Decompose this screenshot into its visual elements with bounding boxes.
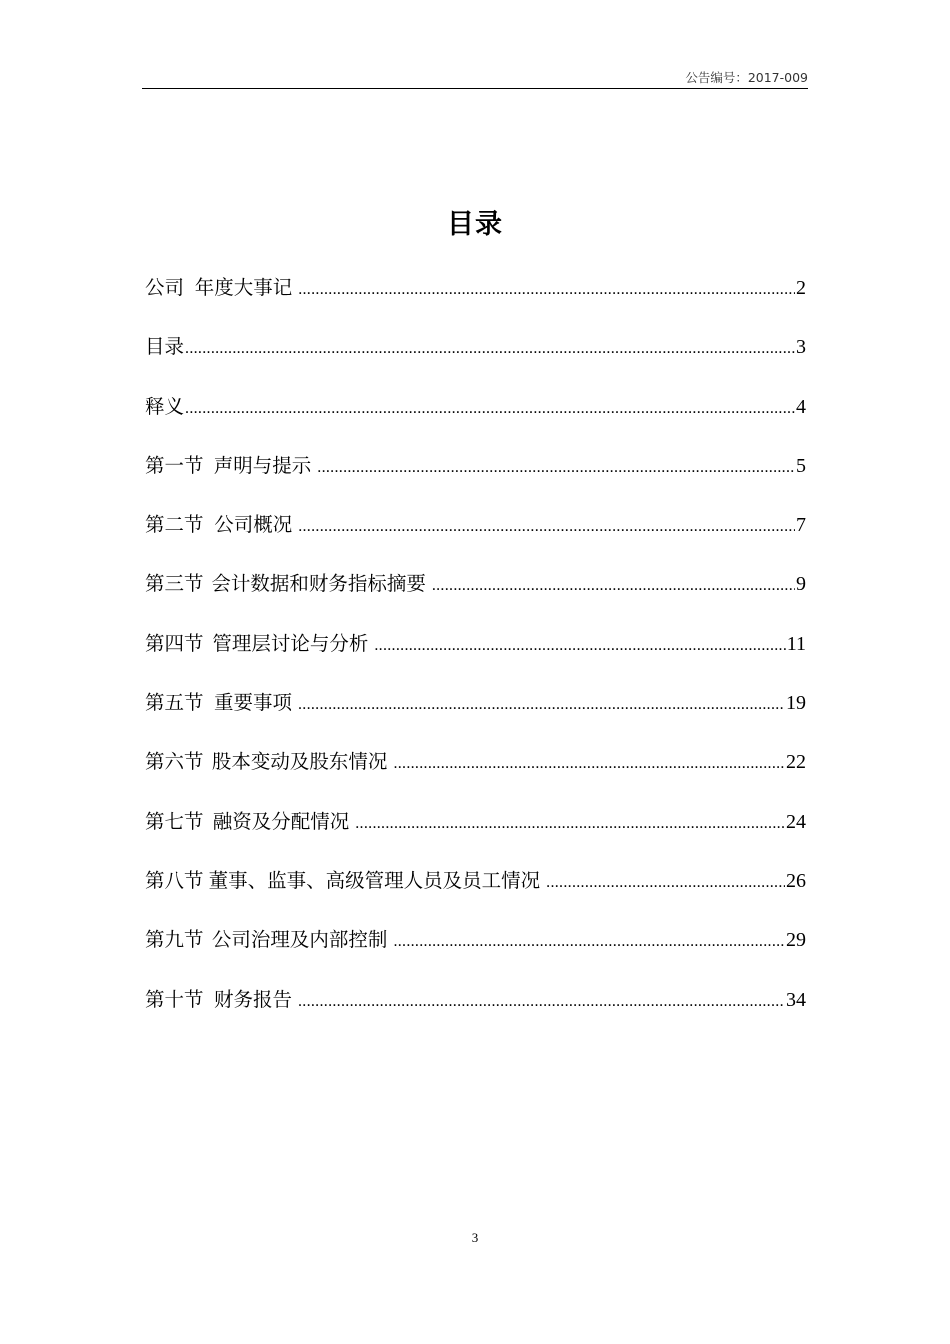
page-number: 3 <box>471 1230 479 1245</box>
toc-entry-section-7[interactable] <box>145 802 806 861</box>
toc-page-number: 5 <box>796 454 806 477</box>
dot-leader <box>546 863 785 903</box>
toc-entry-section-5[interactable] <box>145 683 806 742</box>
dot-leader <box>185 389 795 429</box>
dot-leader <box>393 744 785 784</box>
toc-section-label: 公司 <box>145 276 185 299</box>
toc-entry-section-4[interactable] <box>145 624 806 683</box>
toc-entry-title: 管理层讨论与分析 <box>212 631 369 655</box>
toc-page-number: 26 <box>786 869 806 892</box>
toc-entry-title: 融资及分配情况 <box>212 809 350 833</box>
dot-leader <box>185 329 795 369</box>
toc-section-label: 第一节 <box>145 453 204 477</box>
dot-leader <box>298 270 795 310</box>
toc-section-label: 第四节 <box>145 631 204 655</box>
toc-entry-title: 声明与提示 <box>213 453 312 477</box>
toc-page-number: 29 <box>786 929 806 952</box>
toc-page-number: 19 <box>786 692 806 715</box>
toc-page-number: 11 <box>786 632 806 655</box>
toc-title: 目录 <box>447 209 503 240</box>
toc-page-number: 34 <box>786 988 806 1011</box>
dot-leader <box>298 685 785 725</box>
dot-leader <box>298 507 795 547</box>
toc-entry-title: 公司治理及内部控制 <box>211 928 388 952</box>
toc-entry-title: 董事、监事、高级管理人员及员工情况 <box>208 868 541 892</box>
toc-entry-title: 重要事项 <box>213 691 292 715</box>
toc-section-label: 第十节 <box>145 987 204 1011</box>
toc-entry-title: 股本变动及股东情况 <box>211 750 388 774</box>
toc-entry-contents[interactable] <box>145 327 806 386</box>
header-divider <box>142 88 808 89</box>
toc-section-label: 第三节 <box>145 572 204 596</box>
toc-page-number: 3 <box>796 336 806 359</box>
dot-leader <box>393 922 785 962</box>
toc-entry-section-6[interactable] <box>145 742 806 801</box>
toc-entry-section-10[interactable] <box>145 980 806 1039</box>
toc-entry-section-1[interactable] <box>145 446 806 505</box>
toc-page-number: 2 <box>796 277 806 299</box>
toc-section-label: 第九节 <box>145 928 204 952</box>
toc-page-number: 22 <box>786 751 806 774</box>
toc-entry-title: 会计数据和财务指标摘要 <box>211 572 426 596</box>
toc-entry-title: 财务报告 <box>213 987 292 1011</box>
toc-section-label: 第二节 <box>145 513 204 537</box>
toc-section-label: 第六节 <box>145 750 204 774</box>
toc-entry-definitions[interactable] <box>145 387 806 446</box>
toc-entry-title: 目录 <box>145 335 185 359</box>
dot-leader <box>432 566 795 606</box>
toc-entry-section-2[interactable] <box>145 505 806 564</box>
dot-leader <box>355 804 785 844</box>
toc-page-number: 24 <box>786 810 806 833</box>
notice-number: 公告编号：2017-009 <box>685 70 808 85</box>
dot-leader <box>298 982 785 1022</box>
toc-section-label: 第七节 <box>145 809 204 833</box>
toc-entry-annual-events[interactable] <box>145 268 806 327</box>
toc-entry-title: 年度大事记 <box>194 276 293 299</box>
toc-entry-section-8[interactable] <box>145 861 806 920</box>
toc-entry-section-3[interactable] <box>145 564 806 623</box>
toc-page-number: 4 <box>796 395 806 418</box>
toc-section-label: 第八节 <box>145 868 204 892</box>
toc-entry-title: 释义 <box>145 394 185 418</box>
toc-section-label: 第五节 <box>145 691 204 715</box>
toc-page-number: 7 <box>796 514 806 537</box>
dot-leader <box>374 626 785 666</box>
toc-page-number: 9 <box>796 573 806 596</box>
toc-entry-title: 公司概况 <box>214 513 293 537</box>
toc-entry-section-9[interactable] <box>145 920 806 979</box>
dot-leader <box>317 448 795 488</box>
toc-list <box>145 268 806 1039</box>
